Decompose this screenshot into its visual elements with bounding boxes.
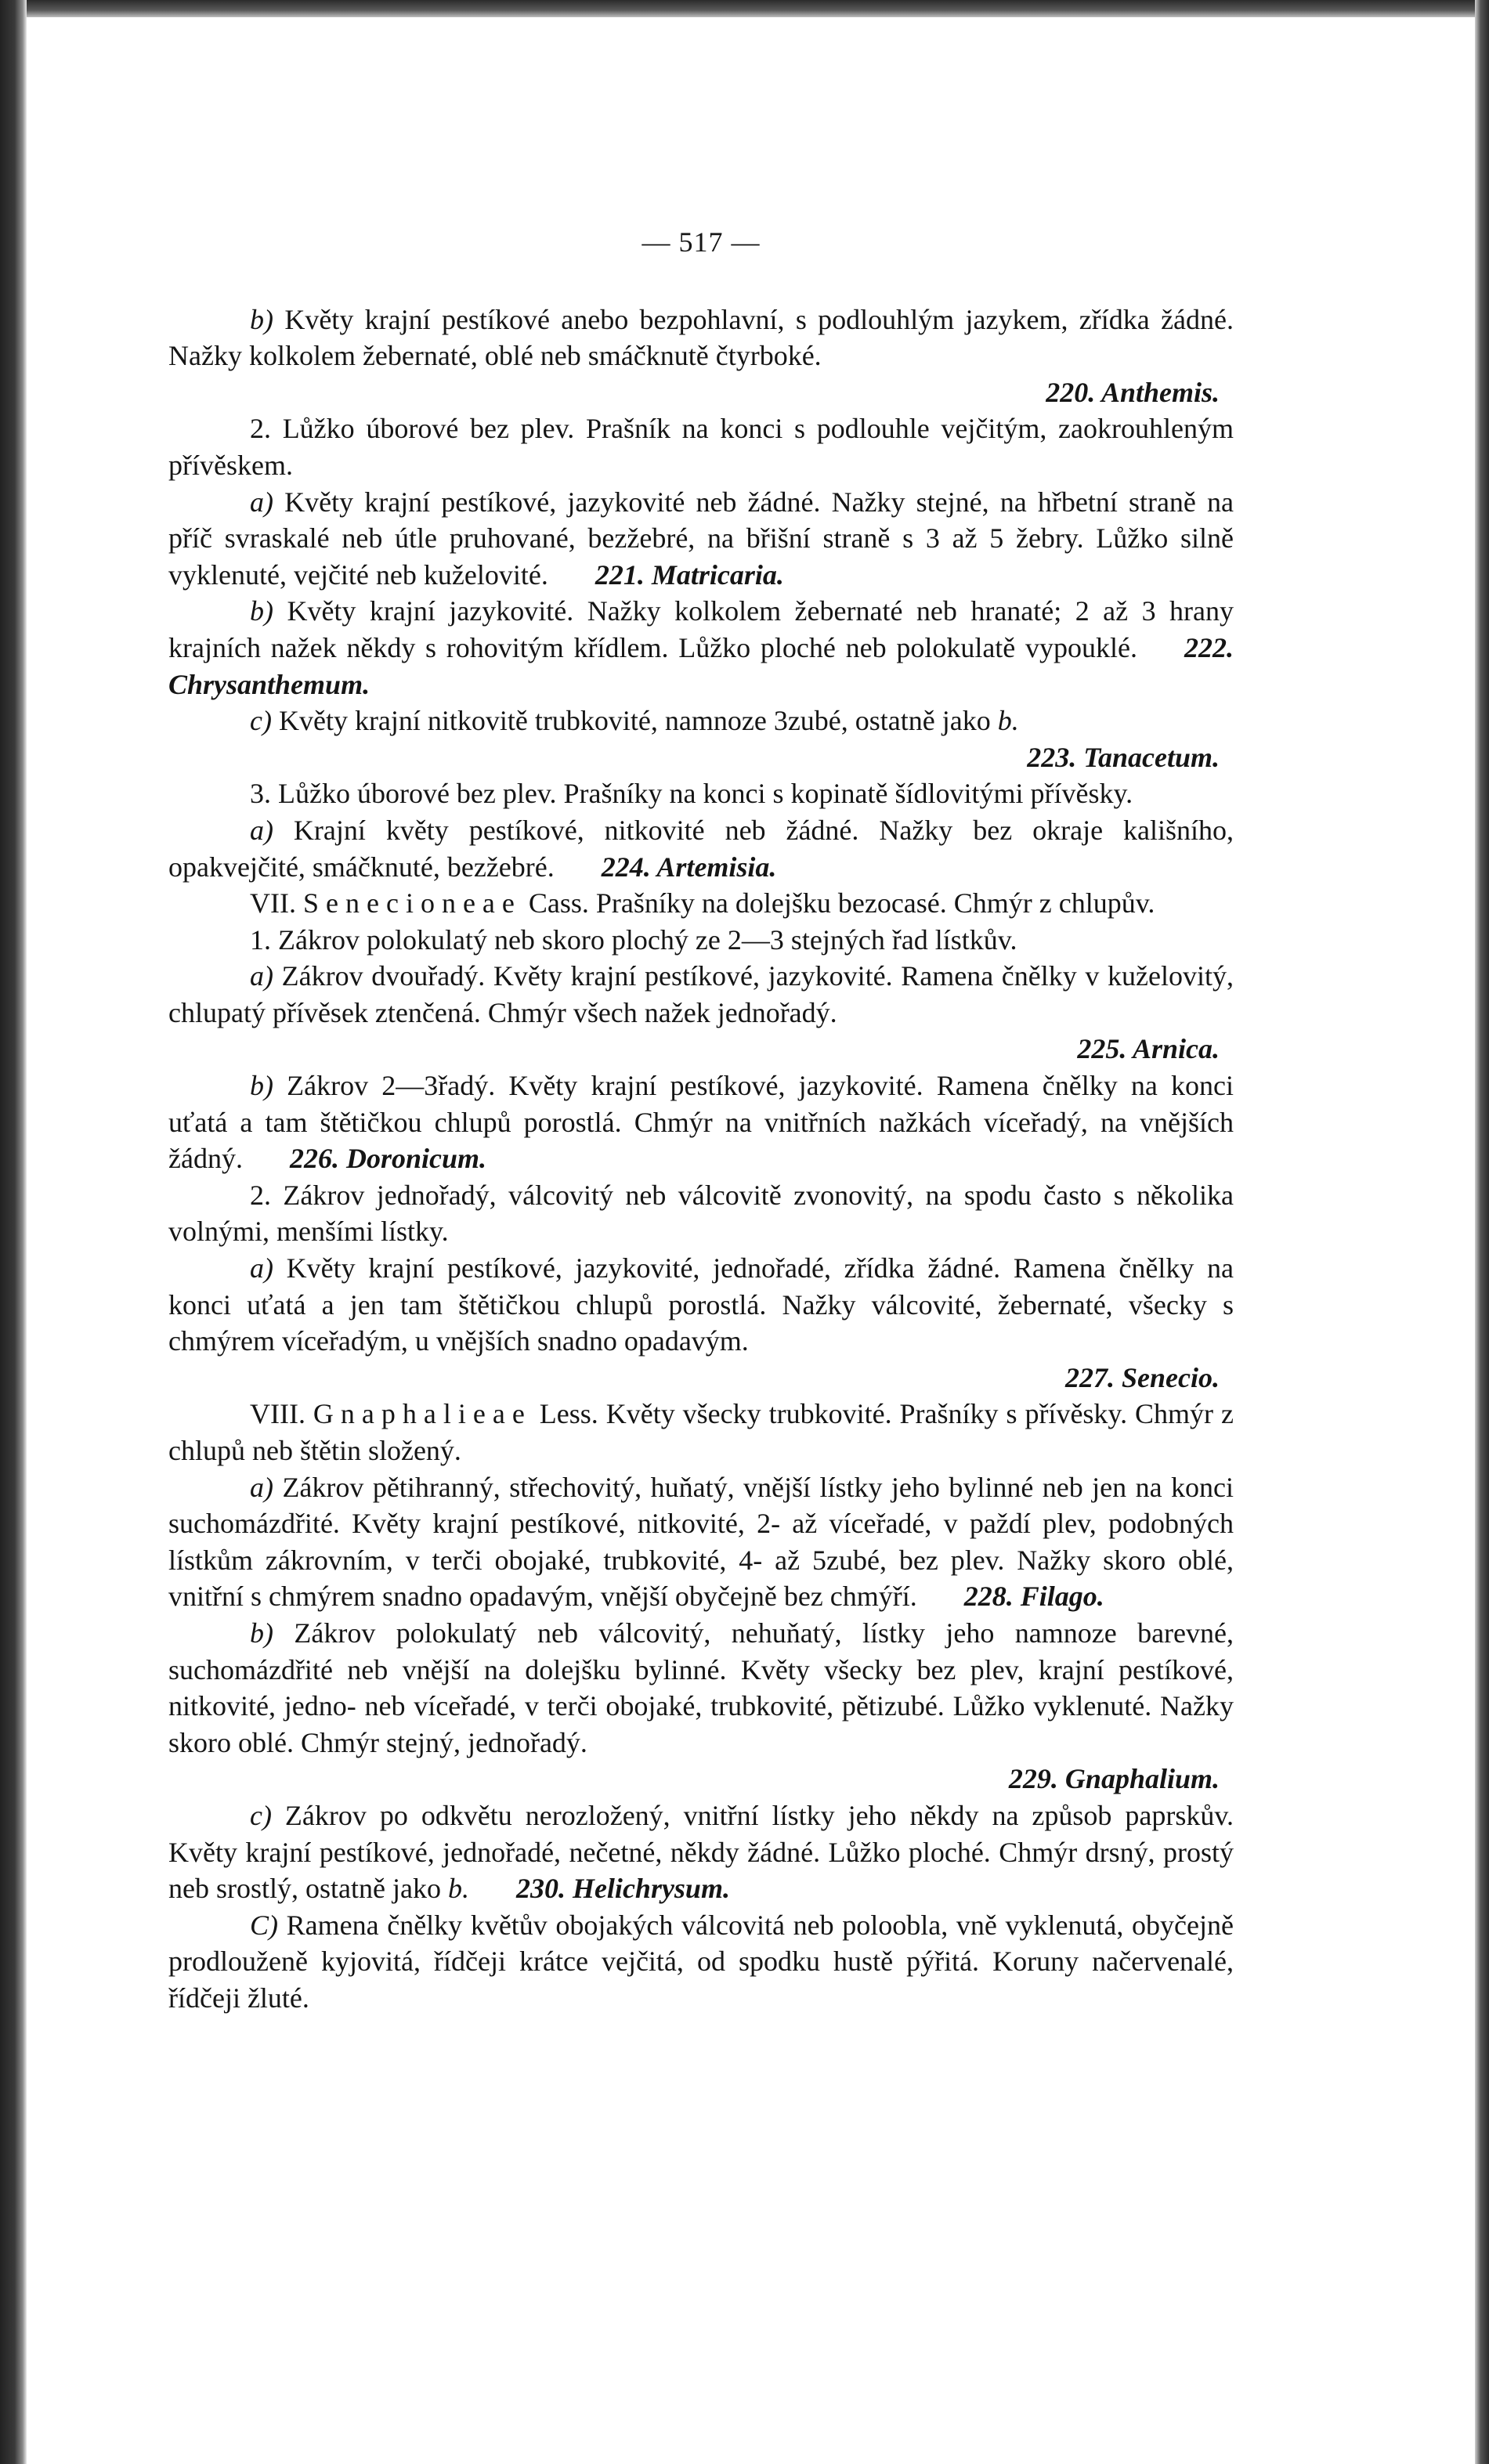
item-label: b. bbox=[447, 1873, 469, 1905]
item-label: b) bbox=[250, 595, 273, 627]
genus-name: 226. Doronicum. bbox=[289, 1143, 487, 1175]
genus-name: 221. Matricaria. bbox=[595, 558, 784, 591]
paragraph-text: 2. Lůžko úborové bez plev. Prašník na konci s podlouhle vejčitým, zaokrouhleným přívěskem. bbox=[168, 413, 1234, 481]
tribe-name: Senecioneae bbox=[302, 887, 522, 919]
key-paragraph bbox=[168, 775, 1234, 812]
item-label: a) bbox=[250, 1471, 273, 1503]
item-label: b) bbox=[250, 1070, 273, 1102]
genus-name: 230. Helichrysum. bbox=[515, 1873, 730, 1905]
page-body bbox=[168, 224, 1234, 2017]
key-paragraph bbox=[168, 1396, 1234, 1469]
paragraph-text: Květy krajní pestíkové anebo bezpohlavní, s podlouhlým jazykem, zřídka žádné. Nažky kolkolem žebernaté, oblé neb smáčknutě čtyrboké. bbox=[168, 303, 1234, 372]
paragraph-text: Krajní květy pestíkové, nitkovité neb žádné. Nažky bez okraje kališního, opakvejčité, smáčknuté, bezžebré. bbox=[168, 814, 1234, 883]
paragraph-text: Ramena čnělky květův obojakých válcovitá neb poloobla, vně vyklenutá, obyčejně prodlouženě kyjovitá, řídčeji krátce vejčitá, od spodku hustě pýřitá. Koruny načervenalé, řídčeji žluté. bbox=[168, 1909, 1234, 2014]
key-paragraph bbox=[168, 885, 1234, 922]
item-label: c) bbox=[250, 1799, 272, 1831]
page-number: — 517 — bbox=[641, 226, 761, 258]
paragraph-text: Zákrov po odkvětu nerozložený, vnitřní lístky jeho někdy na způsob paprskův. Květy krajní pestíkové, jednořadé, nečetné, někdy žádné. Lůžko ploché. Chmýr drsný, prostý neb srostlý, ostatně jako bbox=[168, 1799, 1234, 1905]
item-label: a) bbox=[250, 486, 273, 518]
scan-frame-right bbox=[1475, 0, 1489, 2464]
genus-name: 225. Arnica. bbox=[1077, 1033, 1220, 1065]
paragraph-text: Zákrov polokulatý neb válcovitý, nehuňatý, lístky jeho namnoze barevné, suchomázdřité neb vnější na dolejšku bylinné. Květy všecky bez plev, krajní pestíkové, nitkovité, jedno- neb víceřadé, v terči obojaké, trubkovité, pětizubé. Lůžko vyklenuté. Nažky skoro oblé. Chmýr stejný, jednořadý. bbox=[168, 1617, 1234, 1758]
scan-frame-top bbox=[0, 0, 1489, 17]
paragraph-text: Květy krajní nitkovitě trubkovité, namnoze 3zubé, ostatně jako bbox=[271, 705, 998, 737]
tribe-number: VIII. bbox=[250, 1398, 313, 1430]
paragraph-text: Květy krajní pestíkové, jazykovité, jednořadé, zřídka žádné. Ramena čnělky na konci uťatá a jen tam štětičkou chlupů porostlá. Nažky válcovité, žebernaté, všecky s chmýrem víceřadým, u vnějších snadno opadavým. bbox=[168, 1252, 1234, 1357]
paragraph-text: 1. Zákrov polokulatý neb skoro plochý ze 2—3 stejných řad lístkův. bbox=[250, 923, 1017, 956]
paragraph-text: Zákrov pětihranný, střechovitý, huňatý, vnější lístky jeho bylinné neb jen na konci suchomázdřité. Květy krajní pestíkové, nitkovité, 2- až víceřadé, v paždí plev, podobných lístkům zákrovním, v terči obojaké, trubkovité, 4- až 5zubé, bez plev. Nažky skoro oblé, vnitřní s chmýrem snadno opadavým, vnější obyčejně bez chmýří. bbox=[168, 1471, 1234, 1613]
paragraph-text: 3. Lůžko úborové bez plev. Prašníky na konci s kopinatě šídlovitými přívěsky. bbox=[250, 778, 1133, 810]
key-paragraph bbox=[168, 410, 1234, 483]
key-paragraph bbox=[168, 1068, 1234, 1177]
genus-name: 223. Tanacetum. bbox=[1027, 741, 1220, 773]
key-paragraph bbox=[168, 1907, 1234, 2017]
item-label: a) bbox=[250, 960, 273, 992]
key-paragraph bbox=[168, 1469, 1234, 1615]
paragraph-text: Květy krajní pestíkové, jazykovité neb žádné. Nažky stejné, na hřbetní straně na příč svraskalé neb útle pruhované, bezžebré, na břišní straně s 3 až 5 žebry. Lůžko silně vyklenuté, vejčité neb kuželovité. bbox=[168, 486, 1234, 591]
paragraph-text: 2. Zákrov jednořadý, válcovitý neb válcovitě zvonovitý, na spodu často s několika volnými, menšími lístky. bbox=[168, 1179, 1234, 1248]
paragraph-text: Cass. Prašníky na dolejšku bezocasé. Chmýr z chlupův. bbox=[521, 887, 1155, 919]
key-paragraph bbox=[168, 484, 1234, 594]
genus-name: 222. Chrysanthemum. bbox=[168, 631, 1234, 700]
text-flow bbox=[168, 302, 1234, 2017]
scan-frame-left bbox=[0, 0, 27, 2464]
key-paragraph bbox=[168, 1797, 1234, 1907]
key-paragraph bbox=[168, 593, 1234, 703]
paragraph-text: Květy krajní jazykovité. Nažky kolkolem žebernaté neb hranaté; 2 až 3 hrany krajních nažek někdy s rohovitým křídlem. Lůžko ploché neb polokulatě vypouklé. bbox=[168, 595, 1234, 663]
genus-name: 227. Senecio. bbox=[1065, 1361, 1220, 1393]
key-paragraph bbox=[168, 1250, 1234, 1360]
key-paragraph bbox=[168, 958, 1234, 1031]
tribe-number: VII. bbox=[250, 887, 303, 919]
genus-name: 224. Artemisia. bbox=[601, 851, 777, 883]
paragraph-text: Less. Květy všecky trubkovité. Prašníky s přívěsky. Chmýr z chlupů neb štětin složený. bbox=[168, 1398, 1234, 1466]
key-paragraph bbox=[168, 302, 1234, 374]
item-label: a) bbox=[250, 1252, 273, 1284]
key-paragraph bbox=[168, 1615, 1234, 1761]
key-paragraph bbox=[168, 1177, 1234, 1250]
genus-name: 220. Anthemis. bbox=[1046, 376, 1220, 408]
genus-name: 229. Gnaphalium. bbox=[1008, 1763, 1220, 1795]
tribe-name: Gnaphalieae bbox=[313, 1398, 532, 1430]
item-label: b) bbox=[250, 1617, 273, 1649]
item-label: b) bbox=[250, 303, 273, 335]
key-paragraph bbox=[168, 703, 1234, 739]
item-label: a) bbox=[250, 814, 273, 846]
item-label: C) bbox=[250, 1909, 278, 1941]
paragraph-text: Zákrov dvouřadý. Květy krajní pestíkové, jazykovité. Ramena čnělky v kuželovitý, chlupatý přívěsek ztenčená. Chmýr všech nažek jednořadý. bbox=[168, 960, 1234, 1028]
paragraph-text: Zákrov 2—3řadý. Květy krajní pestíkové, jazykovité. Ramena čnělky na konci uťatá a tam štětičkou chlupů porostlá. Chmýr na vnitřních nažkách víceřadý, na vnějších žádný. bbox=[168, 1070, 1234, 1175]
item-label: c) bbox=[250, 705, 272, 737]
key-paragraph bbox=[168, 922, 1234, 959]
item-label: b. bbox=[997, 705, 1019, 737]
genus-name: 228. Filago. bbox=[963, 1581, 1104, 1613]
key-paragraph bbox=[168, 812, 1234, 885]
